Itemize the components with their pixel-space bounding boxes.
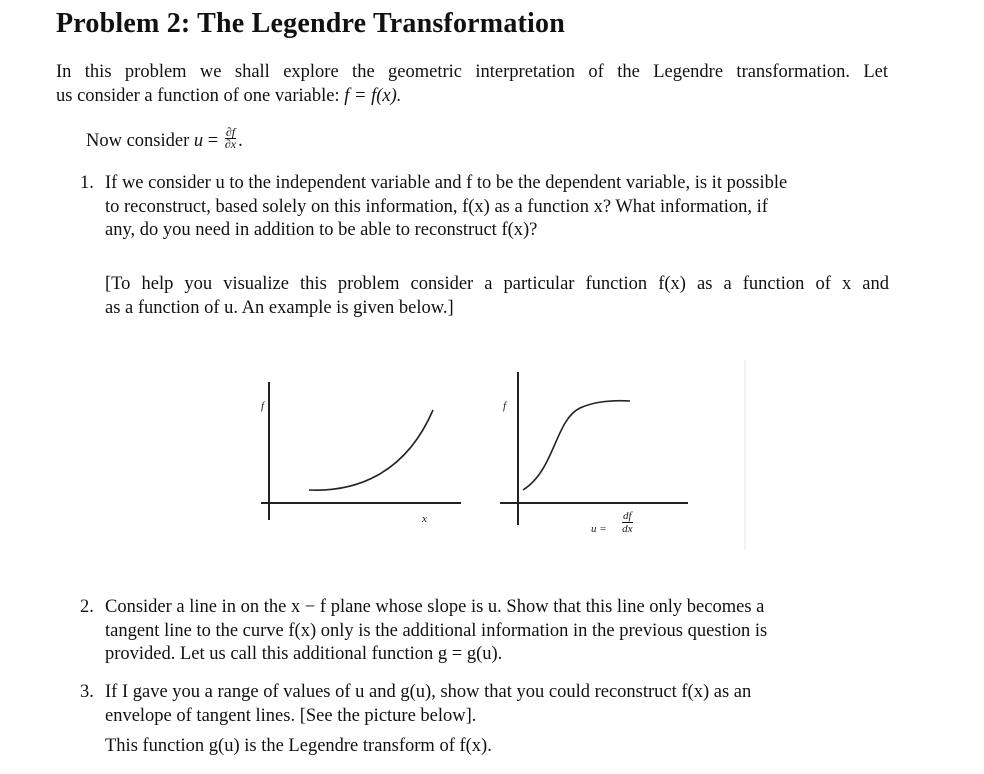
list-item-2 — [80, 596, 890, 668]
right-x-label-prefix: u = — [591, 523, 607, 535]
item-line: to reconstruct, based solely on this information, f(x) as a function x? What information, if — [105, 196, 768, 217]
intro-math: f = f(x). — [344, 85, 402, 106]
item-line: Consider a line in on the x − f plane whose slope is u. Show that this line only becomes a — [105, 597, 765, 617]
consider-statement — [86, 125, 243, 154]
intro-line-2-text: us consider a function of one variable: — [56, 85, 345, 106]
list-item-3 — [80, 681, 890, 731]
frac-numerator: ∂f — [225, 125, 236, 140]
fig-frac-num: df — [623, 510, 632, 522]
page-title: Problem 2: The Legendre Transformation — [56, 8, 565, 39]
frac-denominator: ∂x — [224, 137, 237, 152]
left-curve — [309, 410, 433, 490]
hint-paragraph — [105, 273, 889, 320]
item-line: envelope of tangent lines. [See the picture below]. — [105, 705, 477, 726]
consider-suffix: . — [238, 131, 243, 151]
left-x-label: x — [422, 513, 427, 525]
item-line: If I gave you a range of values of u and g(u), show that you could reconstruct f(x) as an — [105, 682, 752, 702]
fig-frac-den: dx — [622, 523, 633, 535]
item-body — [105, 681, 889, 728]
right-curve — [523, 401, 630, 490]
consider-prefix: Now consider — [86, 131, 194, 151]
item-body — [105, 172, 889, 243]
hint-line: as a function of u. An example is given below.] — [105, 297, 454, 318]
item-body — [105, 596, 889, 667]
hint-line: [To help you visualize this problem consider a particular function f(x) as a function of x and — [105, 274, 889, 294]
left-y-label: f — [261, 400, 265, 412]
item-line: tangent line to the curve f(x) only is the additional information in the previous question is — [105, 620, 768, 641]
closing-statement: This function g(u) is the Legendre transform of f(x). — [105, 736, 492, 756]
right-y-label: f — [503, 400, 507, 412]
item-line: provided. Let us call this additional function g = g(u). — [105, 644, 503, 664]
partial-derivative-fraction — [225, 127, 236, 150]
intro-line-1: In this problem we shall explore the geometric interpretation of the Legendre transformation. Let — [56, 62, 888, 82]
item-line: any, do you need in addition to be able to reconstruct f(x)? — [105, 220, 538, 240]
consider-var: u — [193, 131, 204, 151]
item-line: If we consider u to the independent variable and f to be the dependent variable, is it possible — [105, 173, 788, 193]
intro-line-2 — [56, 85, 888, 109]
consider-equals: = — [203, 131, 223, 151]
intro-paragraph — [56, 61, 888, 108]
right-x-label-fraction — [622, 510, 633, 535]
figure-graphic — [255, 360, 755, 560]
list-item-1 — [80, 172, 890, 244]
item-number: 1. — [80, 173, 94, 193]
item-number: 3. — [80, 682, 94, 702]
figure-f-vs-x-and-u — [255, 360, 755, 560]
item-number: 2. — [80, 597, 94, 617]
